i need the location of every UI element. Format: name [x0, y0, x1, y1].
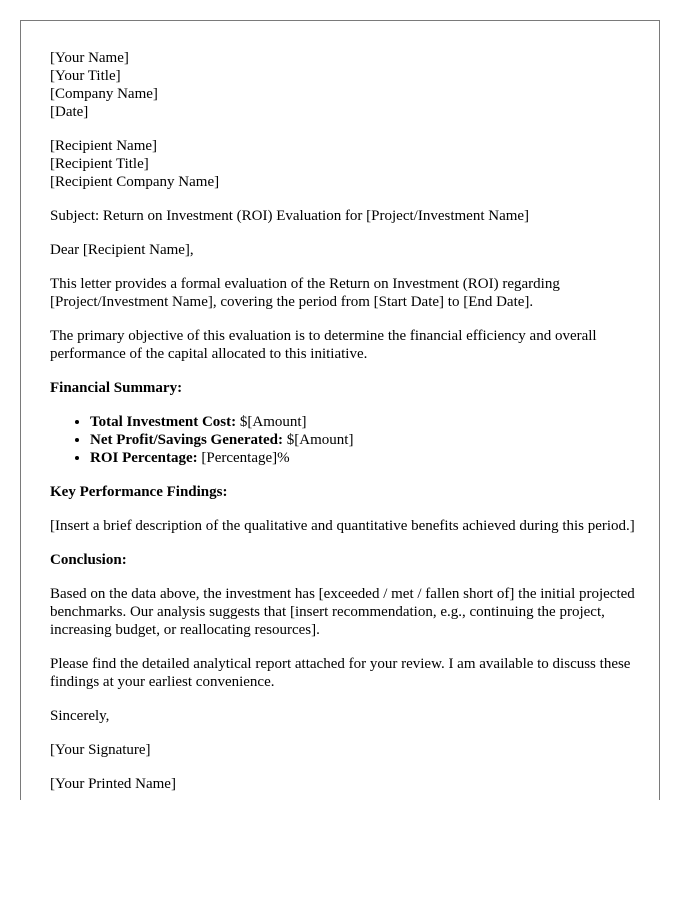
subject-line: Subject: Return on Investment (ROI) Evaluation for [Project/Investment Name] — [50, 208, 530, 224]
intro-paragraph: This letter provides a formal evaluation of the Return on Investment (ROI) regarding [Project/Investment Name], covering the period from [Start Date] to [End Date]. — [50, 276, 560, 310]
summary-label: Net Profit/Savings Generated: — [90, 432, 284, 448]
letter-page — [20, 20, 660, 800]
findings-heading: Key Performance Findings: — [50, 484, 228, 500]
financial-summary-heading: Financial Summary: — [50, 380, 183, 396]
summary-value: $[Amount] — [236, 414, 307, 430]
salutation: Dear [Recipient Name], — [50, 242, 194, 258]
summary-label: ROI Percentage: — [90, 450, 198, 466]
printed-name: [Your Printed Name] — [50, 776, 176, 792]
findings-paragraph: [Insert a brief description of the qualitative and quantitative benefits achieved during this period.] — [50, 518, 635, 534]
summary-value: [Percentage]% — [197, 450, 290, 466]
financial-summary-list — [50, 413, 640, 467]
sender-title: [Your Title] — [50, 68, 121, 84]
closing-paragraph: Please find the detailed analytical report attached for your review. I am available to discuss these findings at your earliest convenience. — [50, 656, 631, 690]
summary-label: Total Investment Cost: — [90, 414, 237, 430]
signature: [Your Signature] — [50, 742, 151, 758]
list-item — [90, 431, 640, 449]
recipient-title: [Recipient Title] — [50, 156, 149, 172]
letter-date: [Date] — [50, 104, 89, 120]
sender-name: [Your Name] — [50, 50, 129, 66]
summary-value: $[Amount] — [283, 432, 354, 448]
recipient-name: [Recipient Name] — [50, 138, 158, 154]
recipient-block — [50, 137, 640, 191]
conclusion-heading: Conclusion: — [50, 552, 127, 568]
sign-off: Sincerely, — [50, 708, 110, 724]
sender-block — [50, 49, 640, 121]
letter-body — [50, 49, 640, 800]
sender-company: [Company Name] — [50, 86, 158, 102]
conclusion-paragraph: Based on the data above, the investment has [exceeded / met / fallen short of] the initial projected benchmarks. Our analysis suggests that [insert recommendation, e.g., continuing the project, increasing budget, or reallocating resources]. — [50, 586, 635, 638]
recipient-company: [Recipient Company Name] — [50, 174, 220, 190]
list-item — [90, 449, 640, 467]
list-item — [90, 413, 640, 431]
objective-paragraph: The primary objective of this evaluation is to determine the financial efficiency and overall performance of the capital allocated to this initiative. — [50, 328, 597, 362]
